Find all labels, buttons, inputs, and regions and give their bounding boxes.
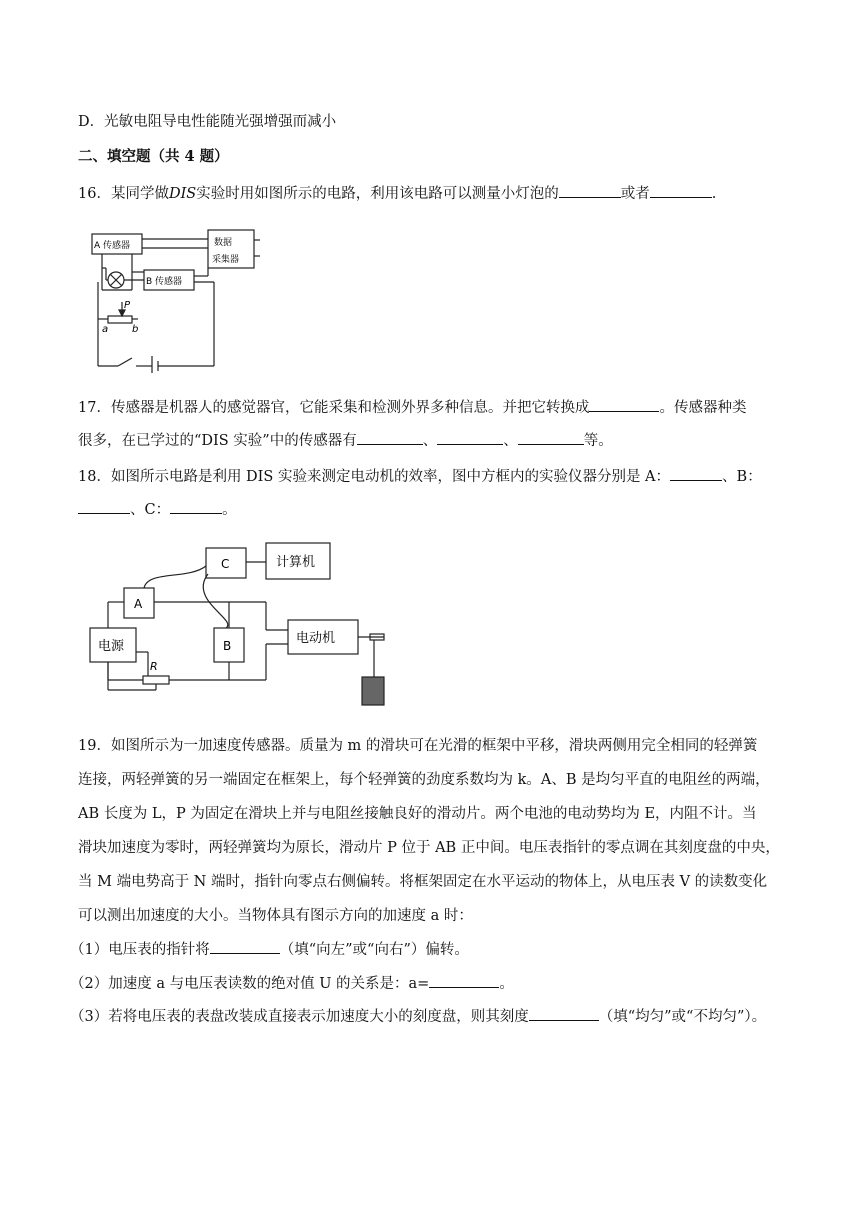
q19-s2-text1: （2）加速度 a 与电压表读数的绝对值 U 的关系是：a= (70, 976, 430, 992)
q18-text1: 18．如图所示电路是利用 DIS 实验来测定电动机的效率，图中方框内的实验仪器分别是 A： (78, 469, 671, 485)
question-19-line5: 当 M 端电势高于 N 端时，指针向零点右侧偏转。将框架固定在水平运动的物体上，从电压表 V 的读数变化 (78, 874, 768, 890)
q19-blank-3[interactable] (529, 1006, 599, 1021)
question-16 (78, 183, 716, 204)
q19-blank-1[interactable] (210, 939, 280, 954)
question-19-line1: 19．如图所示为一加速度传感器。质量为 m 的滑块可在光滑的框架中平移，滑块两侧用完全相同的轻弹簧 (78, 738, 758, 754)
collector-label-1: 数据 (214, 238, 233, 248)
b-box-label: B (223, 639, 232, 653)
q16-circuit-figure (88, 228, 268, 373)
q16-text1: 某同学做 (110, 186, 169, 202)
q18-text3: 、C： (130, 502, 171, 518)
a-box-label: A (134, 597, 143, 611)
q17-blank-1[interactable] (589, 397, 659, 412)
q19-s3-text2: （填“均匀”或“不均匀”）。 (598, 1009, 767, 1025)
b-label: b (132, 324, 139, 335)
c-label: C (221, 557, 230, 571)
q18-circuit-figure (88, 540, 398, 710)
q16-dis: DIS (168, 186, 197, 202)
question-19-line2: 连接，两轻弹簧的另一端固定在框架上，每个轻弹簧的劲度系数均为 k。A、B 是均匀平直的电阻丝的两端， (78, 772, 770, 788)
q16-number: 16． (78, 186, 111, 202)
question-17-line1 (78, 397, 746, 418)
q17-sep-2: 、 (503, 433, 518, 449)
q16-text3: 或者 (620, 186, 650, 202)
section-title: 二、填空题（共 4 题） (78, 148, 229, 165)
question-18-line1 (78, 466, 762, 487)
q16-blank-2[interactable] (650, 183, 712, 198)
question-19-line3: AB 长度为 L，P 为固定在滑块上并与电阻丝接触良好的滑动片。两个电池的电动势均为 E，内阻不计。当 (78, 806, 757, 822)
q18-blank-a[interactable] (670, 466, 722, 481)
computer-label: 计算机 (276, 555, 316, 570)
collector-label-2: 采集器 (212, 255, 240, 265)
option-d: D．光敏电阻导电性能随光强增强而减小 (78, 114, 337, 130)
motor-label: 电动机 (296, 631, 336, 646)
q18-blank-b[interactable] (78, 499, 130, 514)
question-19-line4: 滑块加速度为零时，两轻弹簧均为原长，滑动片 P 位于 AB 正中间。电压表指针的零点调在其刻度盘的中央， (78, 840, 780, 856)
question-18-line2 (78, 499, 237, 520)
a-label: a (102, 324, 109, 335)
q19-s2-text2: 。 (499, 976, 514, 992)
r-label: R (150, 660, 158, 673)
q17-text3: 很多，在已学过的“DIS 实验”中的传感器有 (78, 433, 357, 449)
q17-blank-3[interactable] (437, 430, 503, 445)
a-sensor-label: A 传感器 (94, 241, 131, 251)
power-label: 电源 (98, 639, 125, 654)
q18-end: 。 (222, 502, 237, 518)
q17-blank-2[interactable] (357, 430, 423, 445)
q19-s1-text2: （填“向左”或“向右”）偏转。 (279, 942, 469, 958)
q19-s1-text1: （1）电压表的指针将 (70, 942, 210, 958)
q16-blank-1[interactable] (559, 183, 621, 198)
question-19-sub2 (70, 973, 514, 994)
question-19-sub1 (70, 939, 469, 960)
q17-end: 等。 (583, 433, 613, 449)
q18-text2: 、B： (722, 469, 762, 485)
q18-blank-c[interactable] (170, 499, 222, 514)
b-sensor-label: B 传感器 (146, 277, 183, 287)
question-19-line6: 可以测出加速度的大小。当物体具有图示方向的加速度 a 时： (78, 908, 473, 924)
question-19-sub3 (70, 1006, 766, 1027)
q17-blank-4[interactable] (518, 430, 584, 445)
q19-s3-text1: （3）若将电压表的表盘改装成直接表示加速度大小的刻度盘，则其刻度 (70, 1009, 529, 1025)
q17-text1: 17．传感器是机器人的感觉器官，它能采集和检测外界多种信息。并把它转换成 (78, 400, 590, 416)
question-17-line2 (78, 430, 613, 451)
q17-text2: 。传感器种类 (659, 400, 747, 416)
q16-text2: 实验时用如图所示的电路，利用该电路可以测量小灯泡的 (196, 186, 559, 202)
q17-sep-1: 、 (422, 433, 438, 449)
q19-blank-2[interactable] (429, 973, 499, 988)
q16-text4: . (711, 186, 717, 202)
p-label: P (124, 300, 131, 311)
